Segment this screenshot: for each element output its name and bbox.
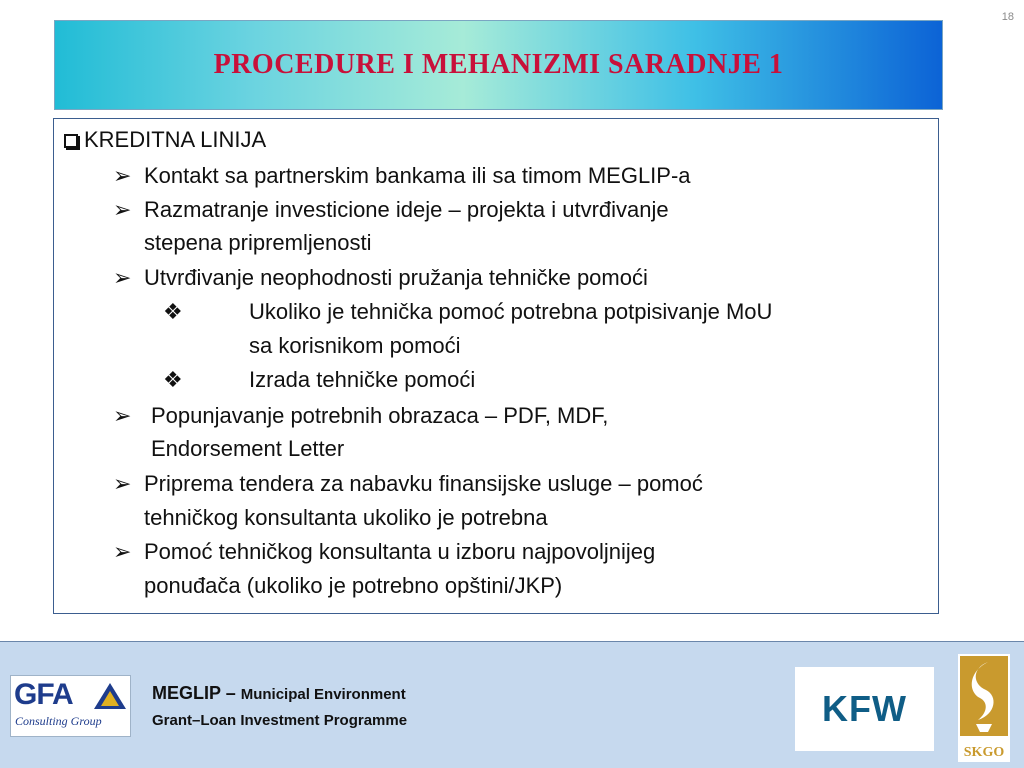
svg-text:SKGO: SKGO	[963, 745, 1005, 760]
list-item-text: tehničkog konsultanta ukoliko je potrebna	[144, 505, 548, 530]
list-item-text: stepena pripremljenosti	[144, 230, 372, 255]
list-item	[113, 539, 656, 565]
list-item-text: Priprema tendera za nabavku finansijske usluge – pomoć	[144, 471, 703, 496]
list-item	[113, 265, 648, 291]
kfw-logo	[795, 667, 934, 751]
list-item-text: Kontakt sa partnerskim bankama ili sa timom MEGLIP-a	[144, 163, 691, 188]
skgo-emblem-icon	[958, 654, 1010, 762]
arrow-bullet-icon: ➢	[113, 471, 132, 496]
gfa-logo-subtitle: Consulting Group	[15, 714, 102, 728]
program-line-1	[152, 680, 407, 708]
program-dash: –	[220, 683, 241, 703]
gfa-logo	[10, 675, 131, 737]
slide-number: 18	[1001, 11, 1014, 23]
list-item	[113, 197, 669, 223]
section-heading-text: KREDITNA LINIJA	[84, 127, 267, 152]
list-item-text: Popunjavanje potrebnih obrazaca – PDF, MDF,	[151, 403, 609, 428]
checkbox-bullet-icon	[64, 134, 78, 148]
list-item-text: Pomoć tehničkog konsultanta u izboru najpovoljnijeg	[144, 539, 656, 564]
sub-list-item	[163, 367, 476, 393]
gfa-logo-letters: GFA	[14, 678, 73, 711]
list-item	[113, 403, 609, 429]
kfw-logo-text: KFW	[822, 688, 907, 729]
sub-list-item-text: Izrada tehničke pomoći	[249, 367, 476, 392]
list-item-text: Razmatranje investicione ideje – projekta i utvrđivanje	[144, 197, 669, 222]
arrow-bullet-icon: ➢	[113, 265, 132, 290]
footer	[0, 641, 1024, 768]
diamond-bullet-icon: ❖	[163, 367, 183, 392]
arrow-bullet-icon: ➢	[113, 539, 132, 564]
program-caption	[152, 680, 407, 734]
list-item	[113, 471, 703, 497]
section-heading	[64, 127, 266, 153]
list-item-text: ponuđača (ukoliko je potrebno opštini/JKP)	[144, 573, 563, 598]
gfa-triangle-icon	[93, 682, 127, 710]
list-item-text: Endorsement Letter	[151, 436, 345, 461]
list-item	[113, 163, 691, 189]
program-line-2: Grant–Loan Investment Programme	[152, 712, 408, 729]
program-line-1-text: Municipal Environment	[240, 686, 406, 703]
arrow-bullet-icon: ➢	[113, 197, 132, 222]
list-item-text: Utvrđivanje neophodnosti pružanja tehničke pomoći	[144, 265, 648, 290]
sub-list-item-text: sa korisnikom pomoći	[249, 333, 461, 358]
skgo-logo	[958, 654, 1010, 762]
sub-list-item	[163, 299, 773, 325]
program-name: MEGLIP	[152, 683, 221, 703]
arrow-bullet-icon: ➢	[113, 163, 132, 188]
diamond-bullet-icon: ❖	[163, 299, 183, 324]
slide-title: PROCEDURE I MEHANIZMI SARADNJE 1	[213, 49, 784, 80]
title-banner	[55, 21, 942, 109]
arrow-bullet-icon: ➢	[113, 403, 132, 428]
sub-list-item-text: Ukoliko je tehnička pomoć potrebna potpisivanje MoU	[249, 299, 773, 324]
